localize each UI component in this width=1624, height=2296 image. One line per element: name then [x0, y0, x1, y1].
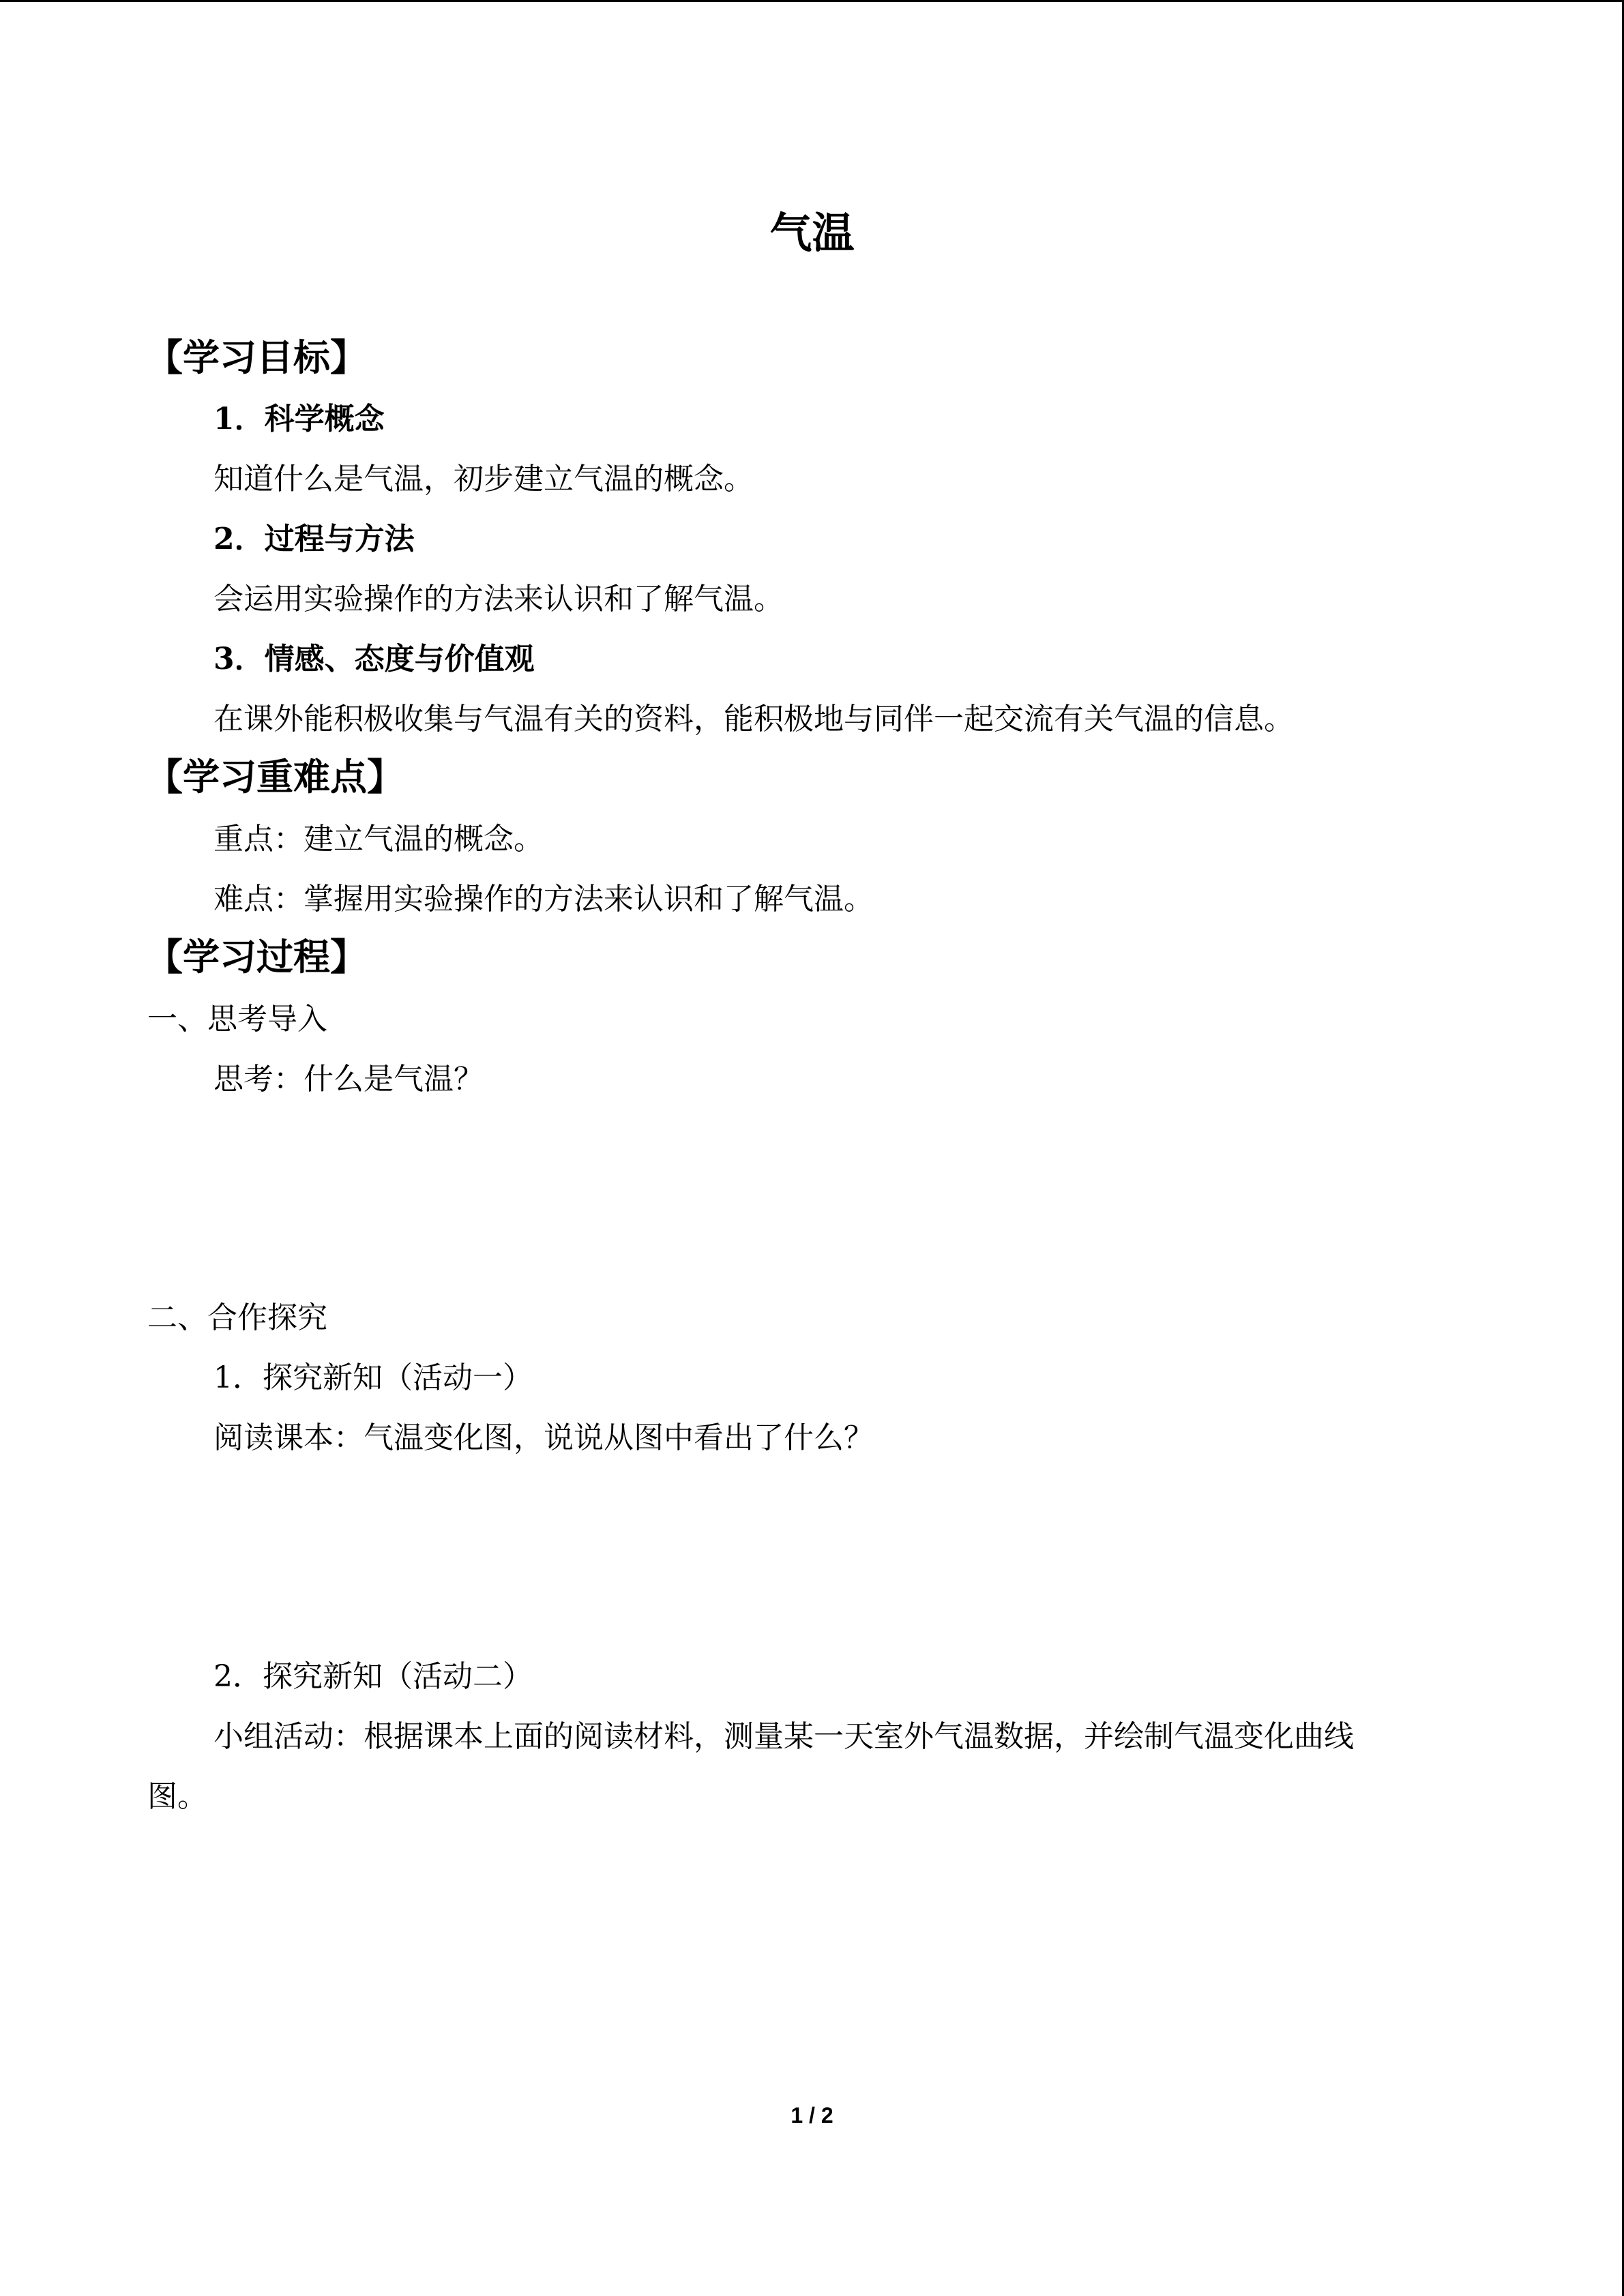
page-top-border — [0, 0, 1624, 2]
process-heading: 【学习过程】 — [146, 935, 367, 979]
objectives-heading: 【学习目标】 — [146, 336, 367, 379]
part2-heading: 二、合作探究 — [147, 1300, 327, 1335]
activity1-heading: 1．探究新知（活动一） — [213, 1360, 533, 1395]
activity2-text-line1: 小组活动：根据课本上面的阅读材料，测量某一天室外气温数据，并绘制气温变化曲线 — [213, 1719, 1354, 1754]
part1-text: 思考：什么是气温？ — [213, 1062, 484, 1097]
objective-2-heading: 2．过程与方法 — [213, 522, 415, 556]
page-number: 1 / 2 — [791, 2103, 833, 2128]
activity1-text: 阅读课本：气温变化图，说说从图中看出了什么？ — [213, 1420, 874, 1455]
key-points-heading: 【学习重难点】 — [146, 755, 404, 799]
focus-text: 重点：建立气温的概念。 — [213, 822, 544, 856]
objective-3-text: 在课外能积极收集与气温有关的资料，能积极地与同伴一起交流有关气温的信息。 — [213, 702, 1294, 736]
activity2-heading: 2．探究新知（活动二） — [213, 1659, 533, 1694]
part1-heading: 一、思考导入 — [147, 1002, 327, 1037]
objective-1-text: 知道什么是气温，初步建立气温的概念。 — [213, 462, 754, 496]
objective-3-heading: 3．情感、态度与价值观 — [213, 642, 535, 676]
objective-1-heading: 1．科学概念 — [213, 402, 385, 436]
difficulty-text: 难点：掌握用实验操作的方法来认识和了解气温。 — [213, 882, 874, 916]
objective-2-text: 会运用实验操作的方法来认识和了解气温。 — [213, 582, 784, 616]
document-title: 气温 — [769, 208, 855, 258]
activity2-text-line2: 图。 — [147, 1779, 207, 1814]
